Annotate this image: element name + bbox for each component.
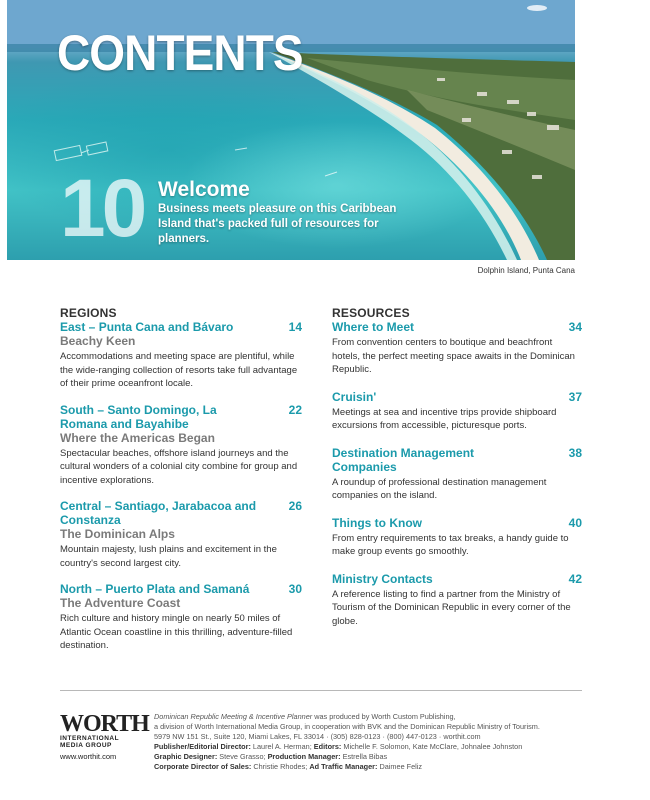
toc-entry-description: From convention centers to boutique and beachfront hotels, the perfect meeting space awaits in the Dominican Republic.: [332, 337, 575, 375]
toc-entry[interactable]: [332, 320, 582, 377]
credit-value: Michelle F. Solomon, Kate McClare, Johnalee Johnston: [341, 742, 523, 751]
credit-label: Ad Traffic Manager:: [309, 762, 378, 771]
credit-value: Estrella Bibas: [340, 752, 388, 761]
credit-label: Publisher/Editorial Director:: [154, 742, 251, 751]
toc-entry-page: 22: [288, 402, 302, 417]
toc-entry[interactable]: [332, 516, 582, 559]
credit-value: Christie Rhodes;: [251, 762, 310, 771]
toc-entry-description: A reference listing to find a partner from the Ministry of Tourism of the Dominican Republic in every corner of the globe.: [332, 588, 571, 627]
credit-label: Corporate Director of Sales:: [154, 762, 252, 771]
toc-entry[interactable]: [332, 572, 582, 629]
regions-heading: REGIONS: [60, 306, 117, 320]
toc-entry[interactable]: [60, 582, 302, 653]
toc-entry-title: Central – Santiago, Jarabacoa and Constanza: [60, 499, 257, 527]
credits-text: a division of Worth International Media Group, in cooperation with BVK and the Dominican Republic Ministry of Tourism.: [154, 722, 540, 731]
regions-column: [60, 307, 302, 665]
credit-value: Steve Grasso;: [217, 752, 268, 761]
toc-entry-description: Rich culture and history mingle on nearly 50 miles of Atlantic Ocean coastline in this thrilling, adventure-filled destination.: [60, 613, 293, 651]
toc-entry-description: A roundup of professional destination management companies on the island.: [332, 476, 547, 501]
toc-entry-page: 37: [568, 389, 582, 404]
publication-credits: [154, 712, 574, 772]
publisher-logo[interactable]: [60, 711, 149, 761]
photo-caption: Dolphin Island, Punta Cana: [477, 266, 575, 275]
toc-entry-title: Destination Management Companies: [332, 445, 475, 474]
toc-entry-subtitle: The Dominican Alps: [60, 527, 175, 541]
toc-entry-description: From entry requirements to tax breaks, a handy guide to make group events go smoothly.: [332, 532, 569, 557]
publication-name: Dominican Republic Meeting & Incentive Planner: [154, 712, 313, 721]
toc-entry-title: South – Santo Domingo, La Romana and Bayahibe: [60, 402, 217, 431]
toc-entry-page: 30: [288, 582, 302, 596]
toc-entry-page: 34: [568, 320, 582, 334]
toc-entry-description: Spectacular beaches, offshore island journeys and the cultural wonders of a colonial city combine for group and incentive explorations.: [60, 447, 298, 486]
logo-wordmark: WORTH: [60, 711, 149, 737]
logo-subline: INTERNATIONAL: [60, 735, 120, 742]
toc-entry[interactable]: [332, 446, 582, 503]
toc-entry-title: East – Punta Cana and Bávaro: [60, 320, 234, 334]
toc-entry-title: Where to Meet: [332, 320, 415, 334]
toc-entry-subtitle: Beachy Keen: [60, 334, 136, 348]
feature-title: Welcome: [158, 178, 250, 201]
toc-entry[interactable]: [332, 390, 582, 433]
toc-entry[interactable]: [60, 403, 302, 488]
toc-entry-page: 14: [288, 320, 302, 334]
footer-divider: [60, 690, 582, 691]
toc-entry-title: North – Puerto Plata and Samaná: [60, 582, 250, 596]
credit-value: Daimee Feliz: [377, 762, 423, 771]
toc-entry[interactable]: [60, 499, 302, 570]
toc-entry-page: 26: [288, 499, 302, 513]
toc-entry-description: Mountain majesty, lush plains and excitement in the country's second largest city.: [60, 544, 277, 569]
credit-label: Graphic Designer:: [154, 752, 218, 761]
toc-entry-page: 42: [568, 571, 582, 586]
toc-entry[interactable]: [60, 320, 302, 391]
toc-entry-title: Cruisin': [332, 389, 377, 404]
hero-photo: [7, 0, 575, 260]
publisher-address: 5979 NW 151 St., Suite 120, Miami Lakes, FL 33014 · (305) 828-0123 · (800) 447-0123 · worthit.com: [154, 732, 481, 741]
resources-heading: RESOURCES: [332, 306, 410, 320]
toc-entry-page: 40: [568, 515, 582, 530]
page-title: CONTENTS: [57, 25, 303, 81]
logo-subline: MEDIA GROUP: [60, 742, 112, 749]
credit-label: Editors:: [313, 742, 342, 751]
credits-text: was produced by Worth Custom Publishing,: [312, 712, 456, 721]
toc-entry-subtitle: Where the Americas Began: [60, 430, 215, 445]
toc-entry-title: Ministry Contacts: [332, 571, 433, 586]
toc-entry-description: Meetings at sea and incentive trips provide shipboard excursions from accessible, picturesque ports.: [332, 406, 557, 431]
feature-page-number: 10: [60, 163, 144, 254]
resources-column: [332, 307, 582, 641]
logo-url[interactable]: www.worthit.com: [60, 752, 117, 761]
toc-entry-subtitle: The Adventure Coast: [60, 596, 181, 610]
credit-value: Laurel A. Herman;: [250, 742, 314, 751]
toc-entry-description: Accommodations and meeting space are plentiful, while the wide-ranging collection of resorts take full advantage of their prime oceanfront locale.: [60, 351, 298, 389]
toc-entry-title: Things to Know: [332, 515, 422, 530]
toc-entry-page: 38: [568, 445, 582, 460]
feature-text: Business meets pleasure on this Caribbean Island that's packed full of resources for planners.: [158, 203, 397, 245]
credit-label: Production Manager:: [267, 752, 341, 761]
